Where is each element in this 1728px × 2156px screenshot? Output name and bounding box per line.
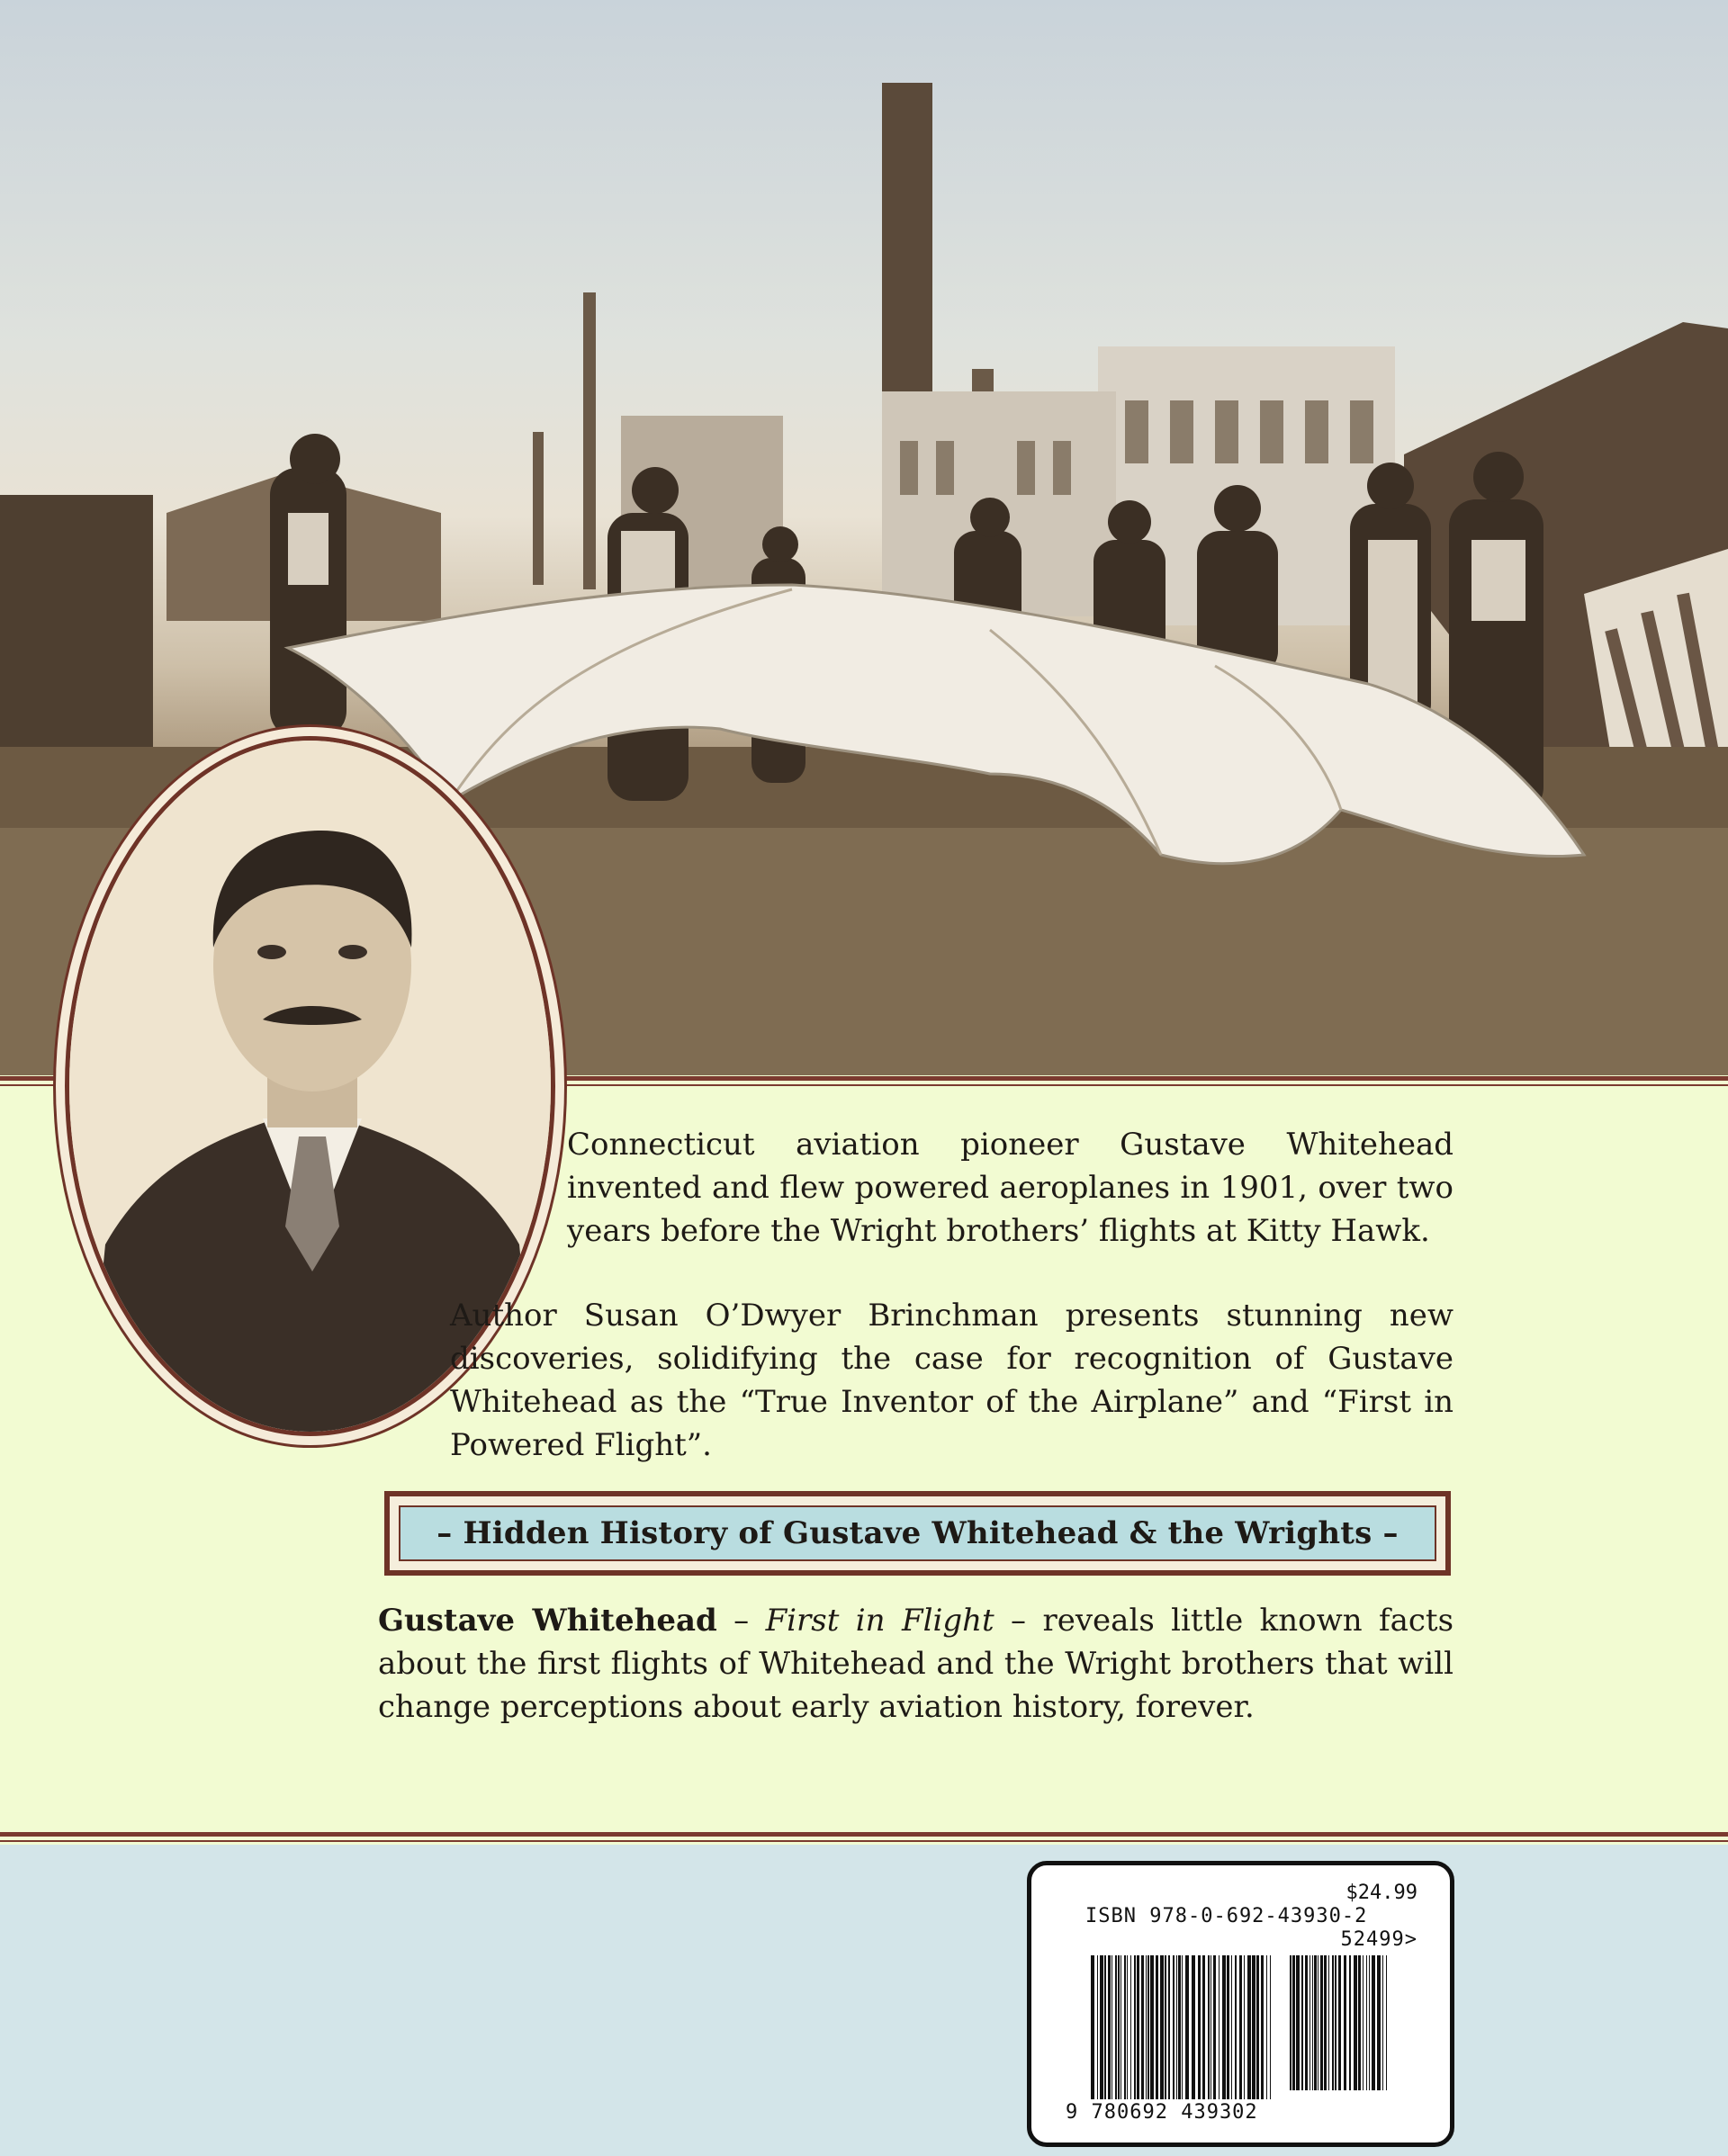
barcode-bar bbox=[1305, 1955, 1308, 2090]
barcode-bar bbox=[1227, 1955, 1229, 2099]
barcode-bar bbox=[1328, 1955, 1329, 2090]
barcode-bar bbox=[1332, 1955, 1334, 2090]
barcode-bar bbox=[1252, 1955, 1256, 2099]
barcode-bar bbox=[1104, 1955, 1106, 2099]
barcode-bar bbox=[1134, 1955, 1136, 2099]
barcode-bar bbox=[1097, 1955, 1098, 2099]
barcode-bar bbox=[1256, 1955, 1259, 2099]
hidden-history-banner bbox=[384, 1491, 1451, 1576]
barcode-bar bbox=[1210, 1955, 1211, 2099]
ean-barcode bbox=[1091, 1955, 1275, 2099]
barcode-bar bbox=[1156, 1955, 1158, 2099]
barcode-bar bbox=[1148, 1955, 1149, 2099]
barcode-bar bbox=[1160, 1955, 1164, 2099]
barcode-bar bbox=[1366, 1955, 1367, 2090]
summary-dash-1: – bbox=[716, 1603, 766, 1639]
divider-rule-bottom-thin bbox=[0, 1840, 1728, 1842]
barcode-bar bbox=[1165, 1955, 1166, 2099]
barcode-bar bbox=[1363, 1955, 1364, 2090]
barcode-bar bbox=[1124, 1955, 1126, 2099]
barcode-bar bbox=[1192, 1955, 1195, 2099]
barcode-bar bbox=[1222, 1955, 1226, 2099]
barcode-bar bbox=[1239, 1955, 1242, 2099]
banner-title: – Hidden History of Gustave Whitehead & the Wrights – bbox=[436, 1515, 1399, 1551]
barcode-bar bbox=[1185, 1955, 1189, 2099]
barcode-bar bbox=[1108, 1955, 1111, 2099]
barcode-bar bbox=[1296, 1955, 1300, 2090]
summary-rest: reveals little known facts about the first flights of Whitehead and the Wright brothers that will change perceptions about early aviation history, forever. bbox=[378, 1603, 1454, 1725]
summary-name: Gustave Whitehead bbox=[378, 1603, 717, 1639]
barcode-bar bbox=[1270, 1955, 1271, 2099]
price-addon-barcode bbox=[1290, 1955, 1390, 2090]
price-code: 52499> bbox=[1340, 1928, 1418, 1951]
barcode-bar bbox=[1182, 1955, 1183, 2099]
ean-digits: 9 780692 439302 bbox=[1066, 2101, 1258, 2124]
barcode-bar bbox=[1146, 1955, 1147, 2099]
bottom-blue-band bbox=[0, 1845, 1728, 2156]
barcode-bar bbox=[1344, 1955, 1346, 2090]
barcode-bar bbox=[1290, 1955, 1292, 2090]
barcode-bar bbox=[1137, 1955, 1139, 2099]
summary-dash-2: – bbox=[994, 1603, 1043, 1639]
barcode-bar bbox=[1235, 1955, 1237, 2099]
barcode-bar bbox=[1324, 1955, 1327, 2090]
barcode-bar bbox=[1314, 1955, 1317, 2090]
barcode-bar bbox=[1130, 1955, 1131, 2099]
barcode-bar bbox=[1292, 1955, 1295, 2090]
summary-book-title: First in Flight bbox=[765, 1603, 994, 1639]
barcode-bar bbox=[1244, 1955, 1245, 2099]
barcode-bar bbox=[1372, 1955, 1375, 2090]
barcode-bar bbox=[1354, 1955, 1357, 2090]
barcode-bar bbox=[1231, 1955, 1232, 2099]
barcode-bar bbox=[1247, 1955, 1251, 2099]
barcode-bar bbox=[1127, 1955, 1128, 2099]
barcode-bar bbox=[1168, 1955, 1170, 2099]
barcode-bar bbox=[1312, 1955, 1313, 2090]
barcode-bar bbox=[1382, 1955, 1383, 2090]
barcode-bar bbox=[1338, 1955, 1341, 2090]
description-paragraph-1: Connecticut aviation pioneer Gustave Whitehead invented and flew powered aeroplanes in 1901, over two years before the Wright brothers’ flights at Kitty Hawk. bbox=[567, 1127, 1454, 1249]
barcode-bar bbox=[1178, 1955, 1181, 2099]
barcode-bar bbox=[1173, 1955, 1174, 2099]
banner-inner-panel bbox=[399, 1505, 1436, 1561]
barcode-bar bbox=[1386, 1955, 1387, 2090]
barcode-bar bbox=[1377, 1955, 1381, 2090]
barcode-bar bbox=[1320, 1955, 1323, 2090]
barcode-bar bbox=[1266, 1955, 1267, 2099]
barcode-bar bbox=[1141, 1955, 1144, 2099]
price-label: $24.99 bbox=[1346, 1882, 1418, 1904]
barcode-bar bbox=[1198, 1955, 1201, 2099]
barcode-bar bbox=[1202, 1955, 1205, 2099]
barcode-bar bbox=[1335, 1955, 1336, 2090]
barcode-bar bbox=[1219, 1955, 1220, 2099]
barcode-bar bbox=[1213, 1955, 1216, 2099]
divider-rule-bottom-thick bbox=[0, 1832, 1728, 1837]
barcode-bar bbox=[1358, 1955, 1361, 2090]
isbn-number: ISBN 978-0-692-43930-2 bbox=[1085, 1905, 1368, 1927]
barcode-bar bbox=[1118, 1955, 1120, 2099]
barcode-bar bbox=[1115, 1955, 1117, 2099]
barcode-bar bbox=[1120, 1955, 1121, 2099]
barcode-bar bbox=[1091, 1955, 1094, 2099]
barcode-bar bbox=[1261, 1955, 1264, 2099]
barcode-bar bbox=[1150, 1955, 1154, 2099]
barcode-bar bbox=[1100, 1955, 1103, 2099]
barcode-bar bbox=[1369, 1955, 1370, 2090]
barcode-bar bbox=[1349, 1955, 1351, 2090]
barcode-bar bbox=[1176, 1955, 1177, 2099]
barcode-bar bbox=[1301, 1955, 1303, 2090]
barcode-bar bbox=[1208, 1955, 1210, 2099]
summary-paragraph bbox=[378, 1599, 1454, 1729]
description-paragraph-2: Author Susan O’Dwyer Brinchman presents stunning new discoveries, solidifying the case for recognition of Gustave Whitehead as the “True Inventor of the Airplane” and “First in Powered Flight”. bbox=[450, 1298, 1454, 1463]
isbn-barcode-box bbox=[1027, 1861, 1454, 2147]
